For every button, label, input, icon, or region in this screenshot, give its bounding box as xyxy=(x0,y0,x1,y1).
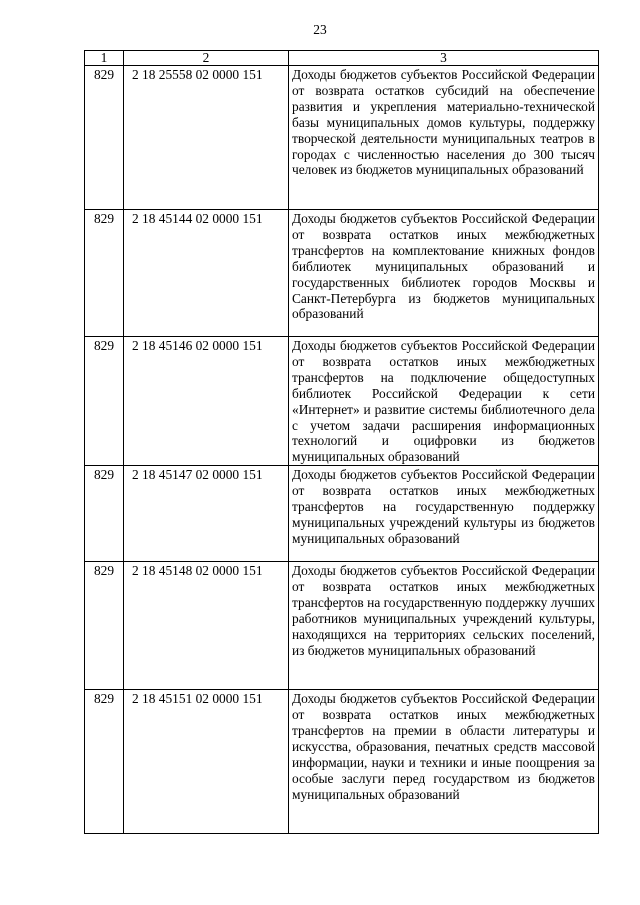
admin-code-cell: 829 xyxy=(85,562,124,690)
kbk-code-cell: 2 18 45146 02 0000 151 xyxy=(124,337,289,466)
admin-code-cell: 829 xyxy=(85,690,124,834)
table-row xyxy=(85,66,599,210)
description-cell: Доходы бюджетов субъектов Российской Федерации от возврата остатков субсидий на обеспечение развития и укрепления материально-технической базы муниципальных домов культуры, поддержку творческой деятельности муниципальных театров в городах с численностью населения до 300 тысяч человек из бюджетов муниципальных образований xyxy=(289,66,599,210)
description-cell: Доходы бюджетов субъектов Российской Федерации от возврата остатков иных межбюджетных трансфертов на комплектование книжных фондов библиотек муниципальных образований и государственных библиотек городов Москвы и Санкт-Петербурга из бюджетов муниципальных образований xyxy=(289,210,599,337)
admin-code-cell: 829 xyxy=(85,337,124,466)
admin-code-cell: 829 xyxy=(85,66,124,210)
table-row xyxy=(85,466,599,562)
admin-code-cell: 829 xyxy=(85,210,124,337)
table-header-row xyxy=(85,51,599,66)
description-cell: Доходы бюджетов субъектов Российской Федерации от возврата остатков иных межбюджетных трансфертов на государственную поддержку муниципальных учреждений культуры из бюджетов муниципальных образований xyxy=(289,466,599,562)
page-number: 23 xyxy=(313,22,327,37)
table-row xyxy=(85,690,599,834)
table-row xyxy=(85,210,599,337)
kbk-code-cell: 2 18 45144 02 0000 151 xyxy=(124,210,289,337)
admin-code-cell: 829 xyxy=(85,466,124,562)
header-col-3: 3 xyxy=(289,51,599,66)
kbk-code-cell: 2 18 45147 02 0000 151 xyxy=(124,466,289,562)
kbk-code-cell: 2 18 45148 02 0000 151 xyxy=(124,562,289,690)
kbk-code-cell: 2 18 45151 02 0000 151 xyxy=(124,690,289,834)
header-col-2: 2 xyxy=(124,51,289,66)
kbk-code-cell: 2 18 25558 02 0000 151 xyxy=(124,66,289,210)
table-row xyxy=(85,562,599,690)
header-col-1: 1 xyxy=(85,51,124,66)
description-cell: Доходы бюджетов субъектов Российской Федерации от возврата остатков иных межбюджетных трансфертов на подключение общедоступных библиотек Российской Федерации к сети «Интернет» и развитие системы библиотечного дела с учетом задачи расширения информационных технологий и оцифровки из бюджетов муниципальных образований xyxy=(289,337,599,466)
description-cell: Доходы бюджетов субъектов Российской Федерации от возврата остатков иных межбюджетных трансфертов на государственную поддержку лучших работников муниципальных учреждений культуры, находящихся на территориях сельских поселений, из бюджетов муниципальных образований xyxy=(289,562,599,690)
description-cell: Доходы бюджетов субъектов Российской Федерации от возврата остатков иных межбюджетных трансфертов на премии в области литературы и искусства, образования, печатных средств массовой информации, науки и техники и иные поощрения за особые заслуги перед государством из бюджетов муниципальных образований xyxy=(289,690,599,834)
income-codes-table xyxy=(84,50,599,834)
table-row xyxy=(85,337,599,466)
